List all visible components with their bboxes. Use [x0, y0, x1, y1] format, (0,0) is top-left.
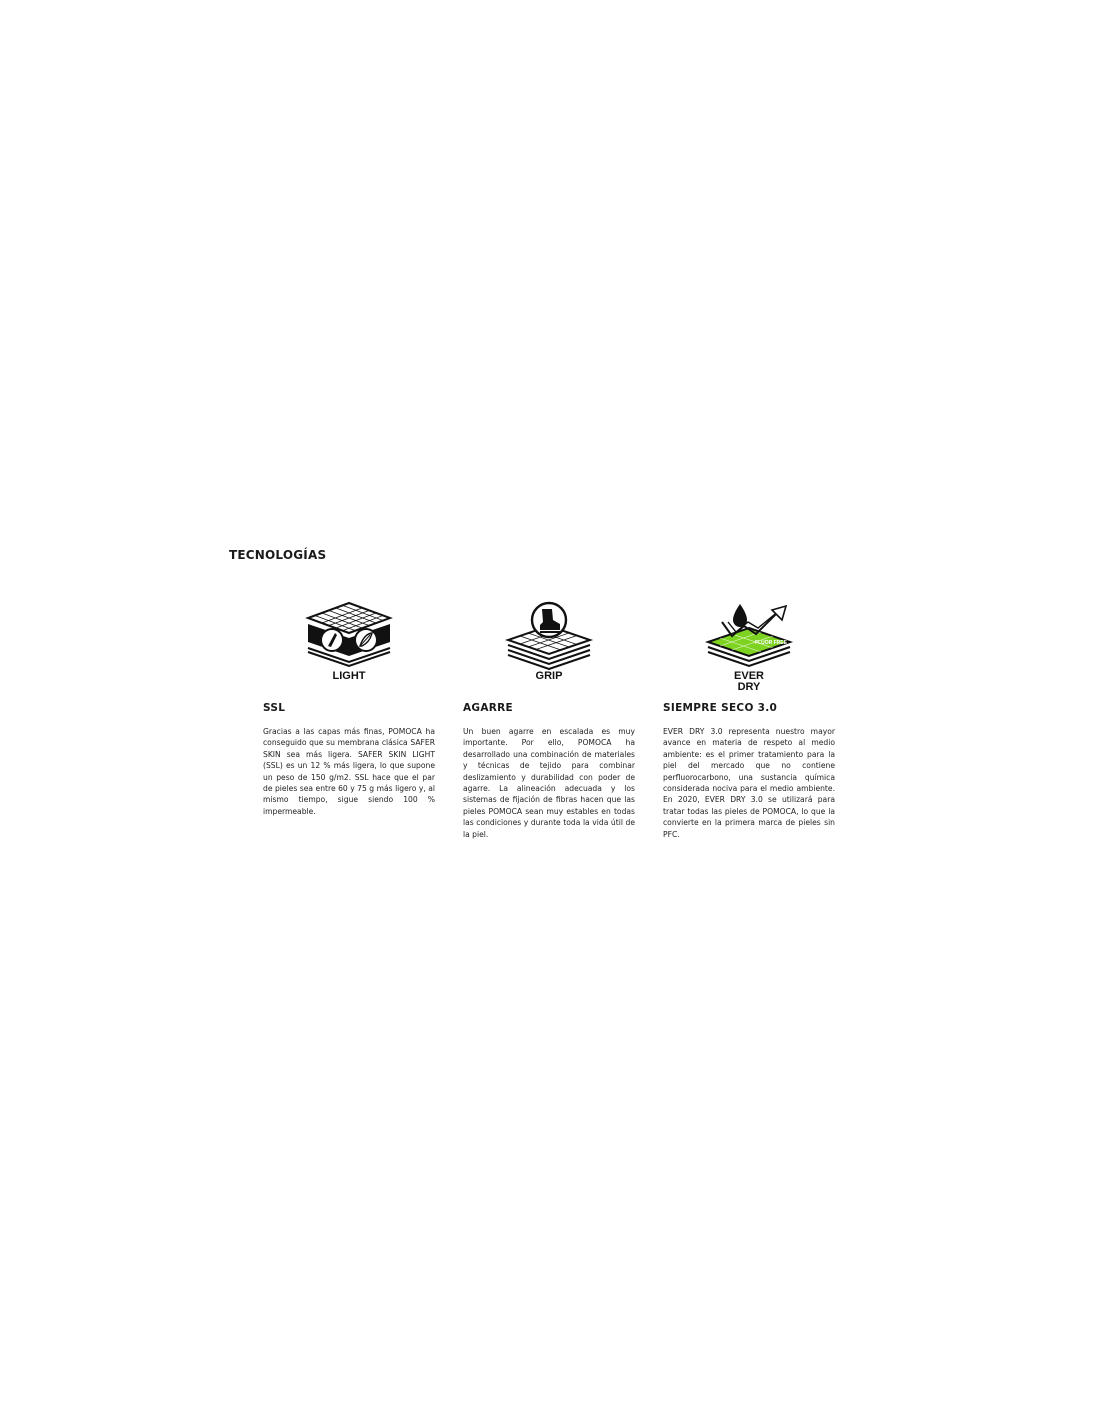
tech-column-ever-dry — [663, 600, 835, 839]
tech-icon-ssl — [263, 600, 435, 696]
grip-boot-icon — [502, 600, 596, 670]
tech-text-agarre: Un buen agarre en escalada es muy importante. Por ello, POMOCA ha desarrollado una combinación de materiales y técnicas de tejido para combinar deslizamiento y durabilidad con poder de agarre. La alineación adecuada y los sistemas de fijación de fibras hacen que las pieles POMOCA sean muy estables en todas las condiciones y durante toda la vida útil de la piel. — [463, 727, 635, 839]
light-layers-icon — [302, 600, 396, 670]
icon-label-dry: DRY — [737, 681, 761, 693]
tech-column-ssl — [263, 600, 435, 816]
tech-heading-agarre: AGARRE — [463, 702, 514, 714]
tech-heading-ssl: SSL — [263, 702, 286, 714]
ever-dry-drop-icon — [702, 600, 796, 670]
icon-label-light: LIGHT — [332, 670, 366, 682]
icon-label-grip: GRIP — [535, 670, 563, 682]
tech-icon-grip — [463, 600, 635, 696]
tech-heading-siempre-seco: SIEMPRE SECO 3.0 — [663, 702, 778, 714]
tech-text-siempre-seco: EVER DRY 3.0 representa nuestro mayor avance en materia de respeto al medio ambiente: es el primer tratamiento para la piel del mercado que no contiene perfluorocarbono, una sustancia química considerada nociva para el medio ambiente. En 2020, EVER DRY 3.0 se utilizará para tratar todas las pieles de POMOCA, lo que la convierte en la primera marca de pieles sin PFC. — [663, 727, 835, 839]
section-title: TECNOLOGÍAS — [229, 548, 327, 562]
icon-label-ever: EVER — [734, 670, 764, 682]
tech-icon-ever-dry — [663, 600, 835, 696]
fluor-free-badge: FLUOR FREE — [755, 640, 787, 646]
tech-text-ssl: Gracias a las capas más finas, POMOCA ha conseguido que su membrana clásica SAFER SKIN sea más ligera. SAFER SKIN LIGHT (SSL) es un 12 % más ligera, lo que supone un peso de 150 g/m2. SSL hace que el par de pieles sea entre 60 y 75 g más ligero y, al mismo tiempo, sigue siendo 100 % impermeable. — [263, 727, 435, 816]
tech-column-grip — [463, 600, 635, 839]
